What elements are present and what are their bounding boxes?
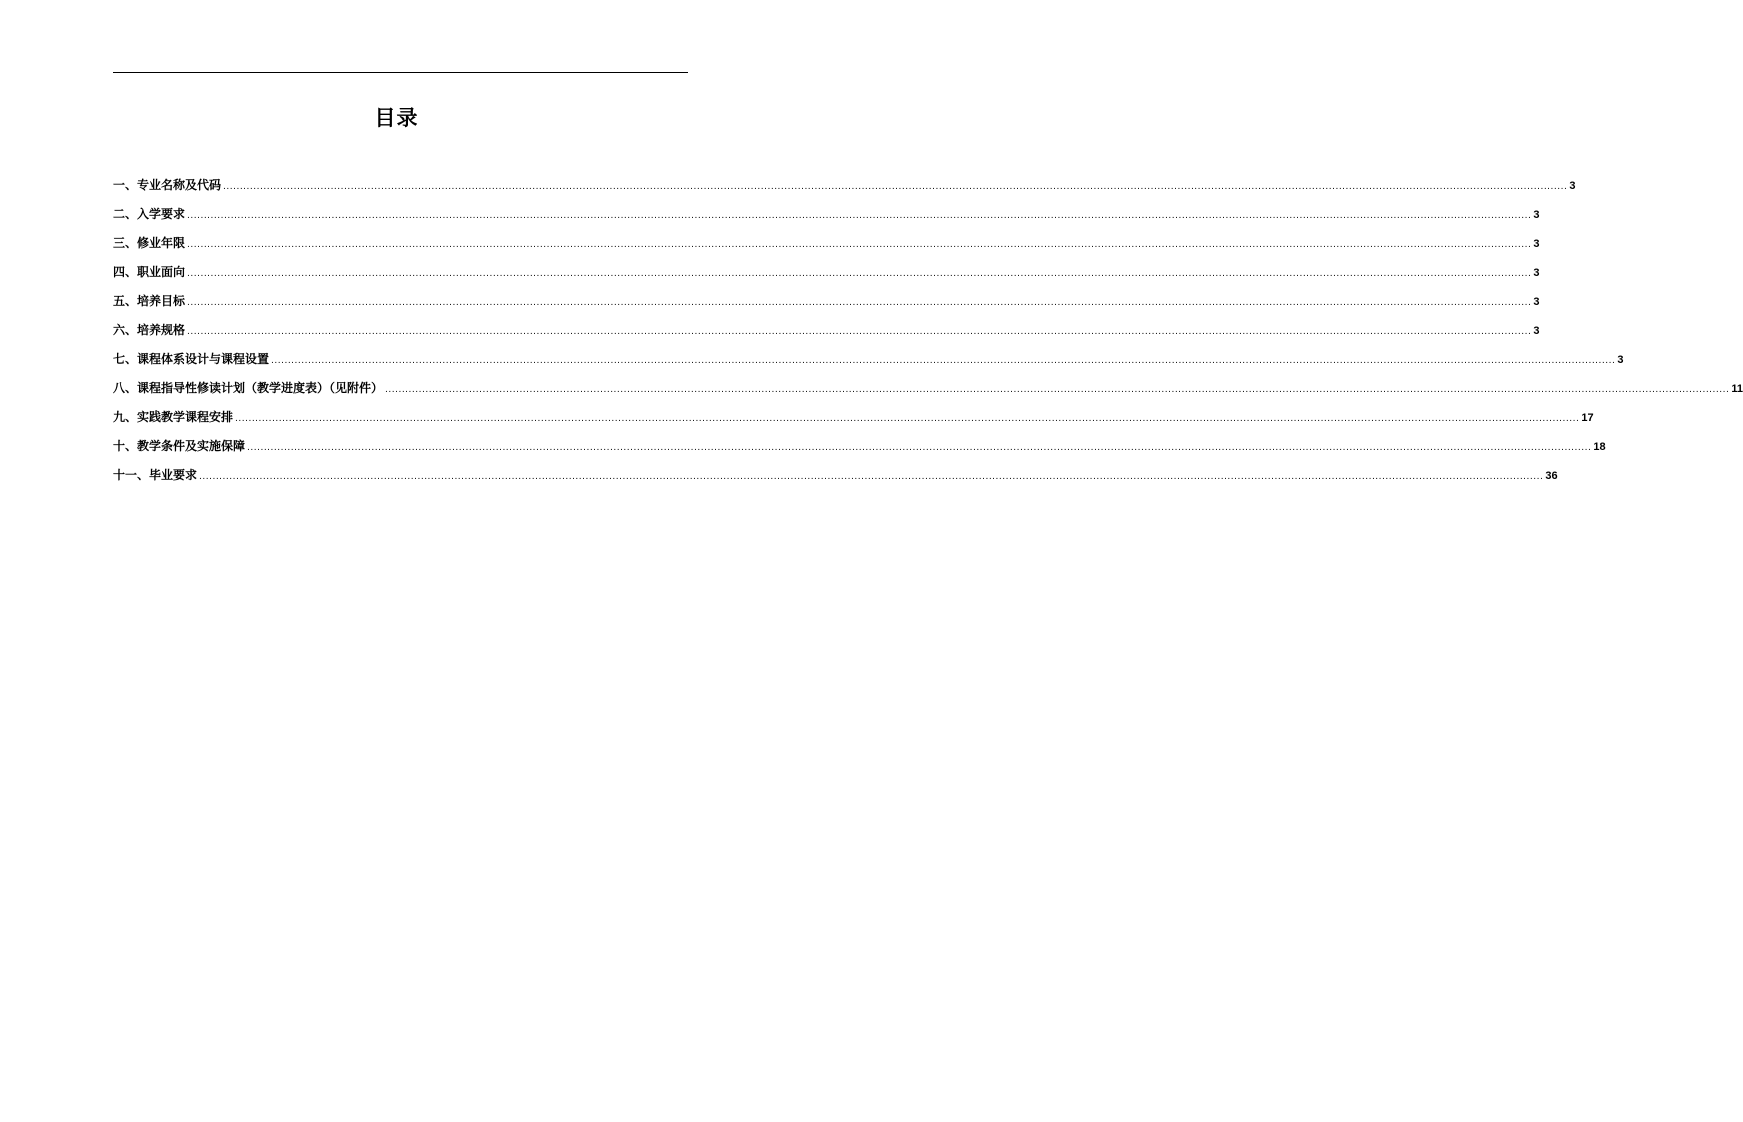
toc-title: 目录: [374, 106, 419, 130]
toc-entry-page: 3: [1569, 180, 1576, 192]
toc-entry-label: 二、入学要求: [113, 207, 186, 221]
toc-leader-dots: ................................................................................................................................................................................................................................................................................................................................................................................................................: [385, 385, 1730, 395]
toc-entry[interactable]: [113, 205, 1540, 234]
toc-entry-label: 八、课程指导性修读计划（教学进度表）（见附件）: [113, 381, 384, 395]
toc-entry-page: 3: [1533, 325, 1540, 337]
toc-leader-dots: ................................................................................................................................................................................................................................................................................................................................................................................................................: [223, 182, 1568, 192]
toc-entry-page: 17: [1581, 412, 1594, 424]
toc-entry-page: 3: [1533, 238, 1540, 250]
toc-entry[interactable]: [113, 466, 1558, 495]
toc-entry[interactable]: [113, 437, 1606, 466]
toc-leader-dots: ................................................................................................................................................................................................................................................................................................................................................................................................................: [187, 327, 1532, 337]
toc-leader-dots: ................................................................................................................................................................................................................................................................................................................................................................................................................: [187, 240, 1532, 250]
toc-entry-label: 四、职业面向: [113, 265, 186, 279]
toc-entry-label: 三、修业年限: [113, 236, 186, 250]
toc-list: [113, 176, 1743, 495]
toc-leader-dots: ................................................................................................................................................................................................................................................................................................................................................................................................................: [187, 298, 1532, 308]
header-rule: [113, 72, 688, 73]
toc-entry-label: 五、培养目标: [113, 294, 186, 308]
toc-entry[interactable]: [113, 408, 1594, 437]
toc-entry-label: 一、专业名称及代码: [113, 178, 222, 192]
toc-entry-page: 11: [1731, 383, 1743, 395]
toc-entry[interactable]: [113, 350, 1624, 379]
toc-entry-label: 七、课程体系设计与课程设置: [113, 352, 270, 366]
toc-leader-dots: ................................................................................................................................................................................................................................................................................................................................................................................................................: [187, 211, 1532, 221]
toc-leader-dots: ................................................................................................................................................................................................................................................................................................................................................................................................................: [199, 472, 1544, 482]
toc-entry[interactable]: [113, 379, 1743, 408]
toc-entry-page: 36: [1545, 470, 1558, 482]
toc-entry-page: 3: [1533, 209, 1540, 221]
toc-entry[interactable]: [113, 234, 1540, 263]
toc-entry[interactable]: [113, 263, 1540, 292]
toc-entry-page: 3: [1533, 267, 1540, 279]
toc-entry[interactable]: [113, 176, 1576, 205]
toc-leader-dots: ................................................................................................................................................................................................................................................................................................................................................................................................................: [235, 414, 1580, 424]
toc-entry[interactable]: [113, 321, 1540, 350]
toc-leader-dots: ................................................................................................................................................................................................................................................................................................................................................................................................................: [247, 443, 1592, 453]
toc-leader-dots: ................................................................................................................................................................................................................................................................................................................................................................................................................: [271, 356, 1616, 366]
toc-entry-page: 18: [1593, 441, 1606, 453]
toc-leader-dots: ................................................................................................................................................................................................................................................................................................................................................................................................................: [187, 269, 1532, 279]
toc-entry-label: 十、教学条件及实施保障: [113, 439, 246, 453]
toc-entry-page: 3: [1533, 296, 1540, 308]
toc-entry-label: 九、实践教学课程安排: [113, 410, 234, 424]
toc-entry[interactable]: [113, 292, 1540, 321]
toc-entry-page: 3: [1617, 354, 1624, 366]
toc-entry-label: 六、培养规格: [113, 323, 186, 337]
toc-entry-label: 十一、毕业要求: [113, 468, 198, 482]
